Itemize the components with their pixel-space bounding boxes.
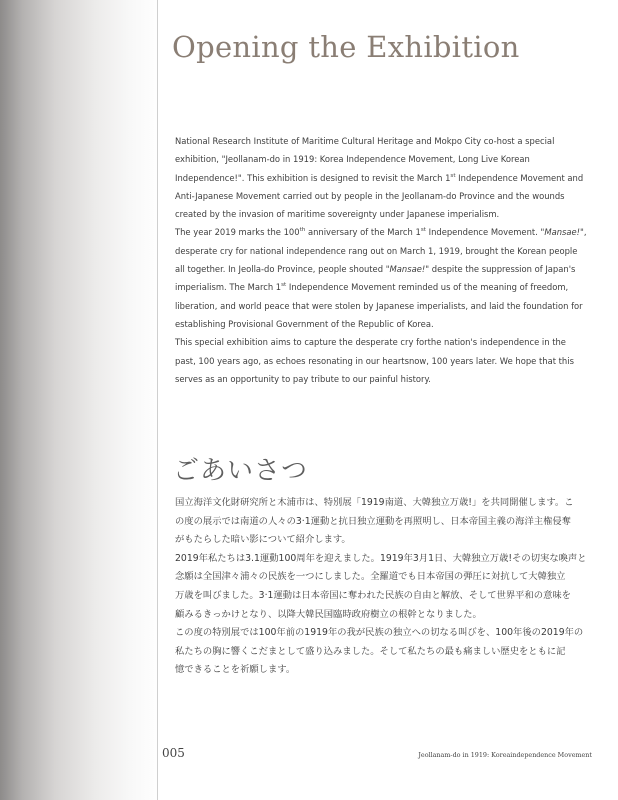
paragraph-en-3: This special exhibition aims to capture the desperate cry forthe nation's independence in the past, 100 years ago, as echoes resonating in our heartsnow, 100 years later. We hope that this serves as an opportunity to pay tribute to our painful history. bbox=[175, 337, 574, 384]
italic-mansae: "Mansae!" bbox=[540, 227, 584, 238]
superscript: st bbox=[420, 227, 426, 234]
heading-english: Opening the Exhibition bbox=[172, 30, 520, 64]
paragraph-jp-2: 2019年私たちは3.1運動100周年を迎えました。1919年3月1日、大韓独立万歳!その切実な喚声と 念願は全国津々浦々の民族を一つにしました。全羅道でも日本帝国の弾圧に対抗して大韓独立 万歳を叫びました。3·1運動は日本帝国に奪われた民族の自由と解放、そして世界平和の意味を 顧みるきっかけとなり、以降大韓民国臨時政府樹立の根幹となりました。 bbox=[175, 552, 587, 620]
body-japanese bbox=[175, 494, 600, 680]
paragraph-jp-3: この度の特別展では100年前の1919年の我が民族の独立への切なる叫びを、100年後の2019年の 私たちの胸に響くこだまとして盛り込みました。そして私たちの最も痛ましい歴史をともに記 憶できることを祈願します。 bbox=[175, 627, 584, 676]
running-footer-title: Jeollanam-do in 1919: Koreaindependence Movement bbox=[418, 751, 592, 759]
heading-japanese: ごあいさつ bbox=[173, 456, 309, 486]
page-number: 005 bbox=[162, 746, 185, 760]
superscript: st bbox=[450, 172, 456, 179]
italic-mansae: "Mansae!" bbox=[385, 264, 430, 275]
paragraph-en-1: National Research Institute of Maritime Cultural Heritage and Mokpo City co-host a special exhibition, "Jeollanam-do in 1919: Korea Independence Movement, Long Live Korean Independence!". This exhibition is designed to revisit the March 1st Independence Movement and Anti-Japanese Movement carried out by people in the Jeollanam-do Province and the wounds created by the invasion of maritime sovereignty under Japanese imperialism. bbox=[175, 136, 584, 220]
paragraph-jp-1: 国立海洋文化財研究所と木浦市は、特別展「1919南道、大韓独立万歳!」を共同開催します。こ の度の展示では南道の人々の3·1運動と抗日独立運動を再照明し、日本帝国主義の海洋主権侵奪 がもたらした暗い影について紹介します。 bbox=[175, 497, 574, 546]
paragraph-en-2: The year 2019 marks the 100th anniversary of the March 1st Independence Movement. "Mansae!", desperate cry for national independence rang out on March 1, 1919, brought the Korean people all together. In Jeolla-do Province, people shouted "Mansae!" despite the suppression of Japan's imperialism. The March 1st Independence Movement reminded us of the meaning of freedom, liberation, and world peace that were stolen by Japanese imperialists, and laid the foundation for establishing Provisional Government of the Republic of Korea. bbox=[175, 227, 587, 329]
body-english bbox=[175, 132, 595, 388]
superscript: st bbox=[281, 282, 287, 289]
superscript: th bbox=[299, 227, 306, 234]
